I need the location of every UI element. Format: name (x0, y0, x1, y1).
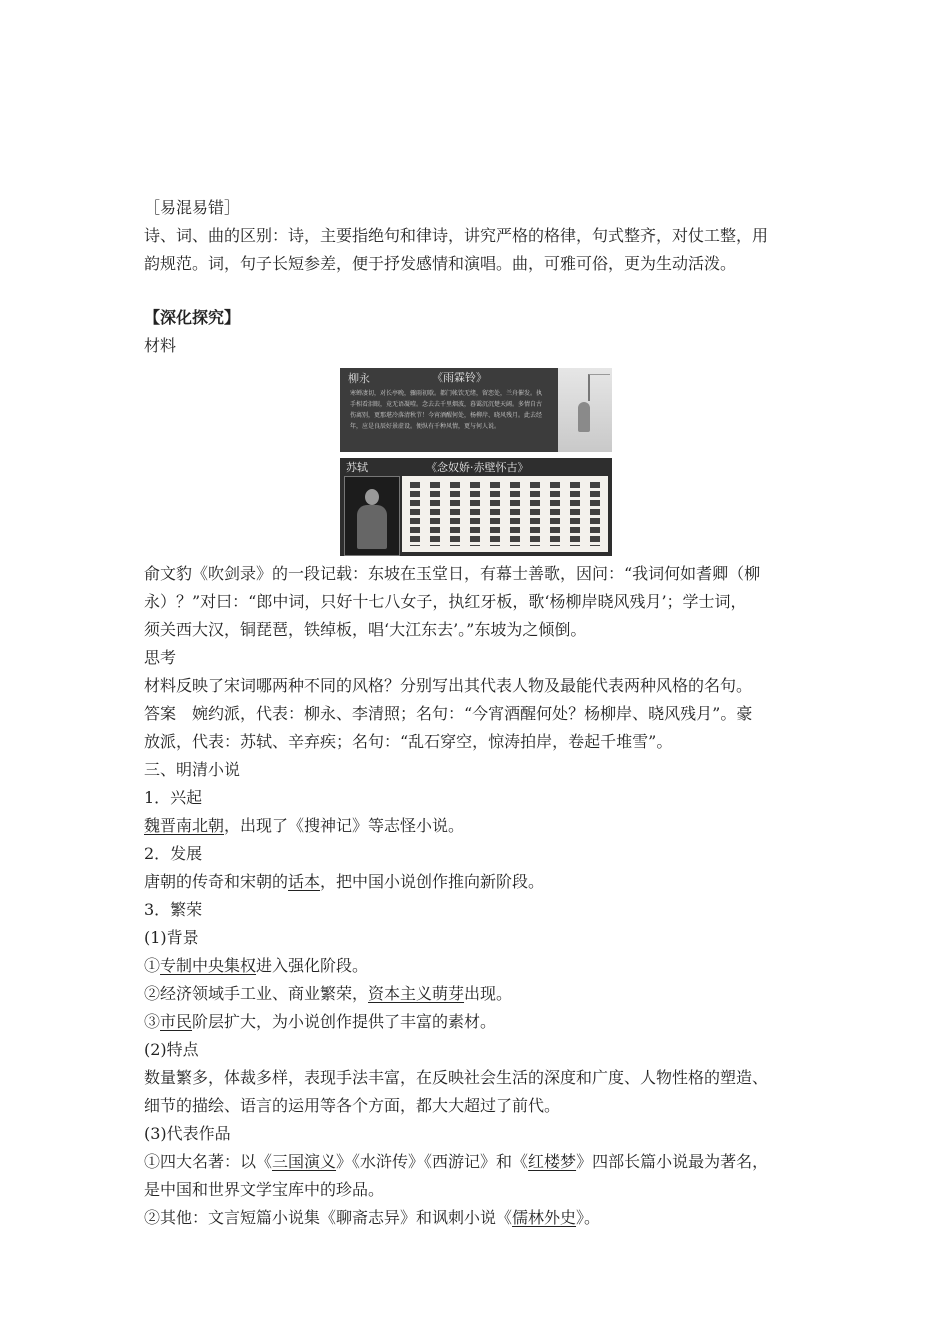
confusion-heading: ［易混易错］ (144, 198, 241, 217)
poem-title: 《念奴娇·赤壁怀古》 (426, 461, 529, 474)
features-label: (2)特点 (144, 1040, 199, 1059)
landscape-painting-icon (558, 368, 612, 452)
su-shi-poem-image (340, 458, 612, 556)
material-figure (340, 368, 612, 556)
poem-title: 《雨霖铃》 (432, 371, 487, 384)
rise-text (144, 812, 824, 840)
works-text: ②其他：文言短篇小说集《聊斋志异》和讽刺小说《 (144, 1208, 513, 1227)
poem-author: 苏轼 (346, 461, 368, 474)
works-item (144, 1204, 824, 1232)
document-page (144, 194, 824, 1232)
features-text-line: 细节的描绘、语言的运用等各个方面，都大大超过了前代。 (144, 1096, 561, 1115)
background-item (144, 952, 824, 980)
underlined-term: 红楼梦 (528, 1152, 577, 1171)
background-label: (1)背景 (144, 928, 199, 947)
rise-label: 1．兴起 (144, 788, 203, 807)
background-item (144, 980, 824, 1008)
works-text: 》《水浒传》《西游记》和《 (336, 1152, 529, 1171)
explore-heading: 【深化探究】 (144, 308, 241, 327)
works-item (144, 1148, 824, 1176)
features-text-line: 数量繁多，体裁多样，表现手法丰富，在反映社会生活的深度和广度、人物性格的塑造、 (144, 1068, 769, 1087)
works-text: 》四部长篇小说最为著名， (576, 1152, 769, 1171)
underlined-term: 市民 (160, 1012, 193, 1031)
rise-rest: ，出现了《搜神记》等志怪小说。 (224, 816, 465, 835)
works-item-continued: 是中国和世界文学宝库中的珍品。 (144, 1180, 385, 1199)
works-label: (3)代表作品 (144, 1124, 231, 1143)
works-text: ①四大名著：以《 (144, 1152, 273, 1171)
question-text: 材料反映了宋词哪两种不同的风格？分别写出其代表人物及最能代表两种风格的名句。 (144, 676, 753, 695)
material-text-line: 俞文豹《吹剑录》的一段记载：东坡在玉堂日，有幕士善歌，因问：“我词何如耆卿（柳 (144, 564, 761, 583)
item-rest: 出现。 (464, 984, 513, 1003)
underlined-term: 专制中央集权 (160, 956, 257, 975)
underlined-term: 三国演义 (272, 1152, 337, 1171)
item-rest: 进入强化阶段。 (256, 956, 369, 975)
background-item (144, 1008, 824, 1036)
item-prefix: ③ (144, 1012, 161, 1031)
underlined-term: 话本 (288, 872, 321, 891)
develop-label: 2．发展 (144, 844, 203, 863)
liu-yong-poem-image (340, 368, 612, 452)
item-prefix: ②经济领域手工业、商业繁荣， (144, 984, 369, 1003)
works-text: 》。 (576, 1208, 601, 1227)
underlined-term: 资本主义萌芽 (368, 984, 465, 1003)
poem-author: 柳永 (348, 372, 370, 385)
answer-line: 答案 婉约派，代表：柳永、李清照；名句：“今宵酒醒何处？杨柳岸、晓风残月”。豪 (144, 704, 753, 723)
item-prefix: ① (144, 956, 161, 975)
poem-body: 寒蝉凄切，对长亭晚，骤雨初歇。都门帐饮无绪，留恋处，兰舟催发。执手相看泪眼，竟无语凝噎。念去去千里烟波，暮霭沉沉楚天阔。多情自古伤离别，更那堪冷落清秋节！今宵酒醒何处，杨柳岸、晓风残月。此去经年，应是良辰好景虚设。便纵有千种风情，更与何人说。 (350, 390, 543, 430)
material-label: 材料 (144, 336, 177, 355)
think-label: 思考 (144, 648, 177, 667)
material-text-line: 永）？”对曰：“郎中词，只好十七八女子，执红牙板，歌‘杨柳岸晓风残月’；学士词， (144, 592, 747, 611)
develop-text (144, 868, 824, 896)
confusion-text-line: 韵规范。词，句子长短参差，便于抒发感情和演唱。曲，可雅可俗，更为生动活泼。 (144, 254, 737, 273)
portrait-icon (344, 476, 400, 556)
develop-after: ，把中国小说创作推向新阶段。 (320, 872, 545, 891)
develop-before: 唐朝的传奇和宋朝的 (144, 872, 289, 891)
novel-heading: 三、明清小说 (144, 760, 241, 779)
underlined-term: 魏晋南北朝 (144, 816, 225, 835)
item-rest: 阶层扩大，为小说创作提供了丰富的素材。 (192, 1012, 497, 1031)
underlined-term: 儒林外史 (512, 1208, 577, 1227)
confusion-text-line: 诗、词、曲的区别：诗，主要指绝句和律诗，讲究严格的格律，句式整齐，对仗工整，用 (144, 226, 769, 245)
answer-line: 放派，代表：苏轼、辛弃疾；名句：“乱石穿空，惊涛拍岸，卷起千堆雪”。 (144, 732, 673, 751)
calligraphy-scroll-icon (402, 476, 608, 552)
prosper-label: 3．繁荣 (144, 900, 203, 919)
material-text-line: 须关西大汉，铜琵琶，铁绰板，唱‘大江东去’。”东坡为之倾倒。 (144, 620, 587, 639)
